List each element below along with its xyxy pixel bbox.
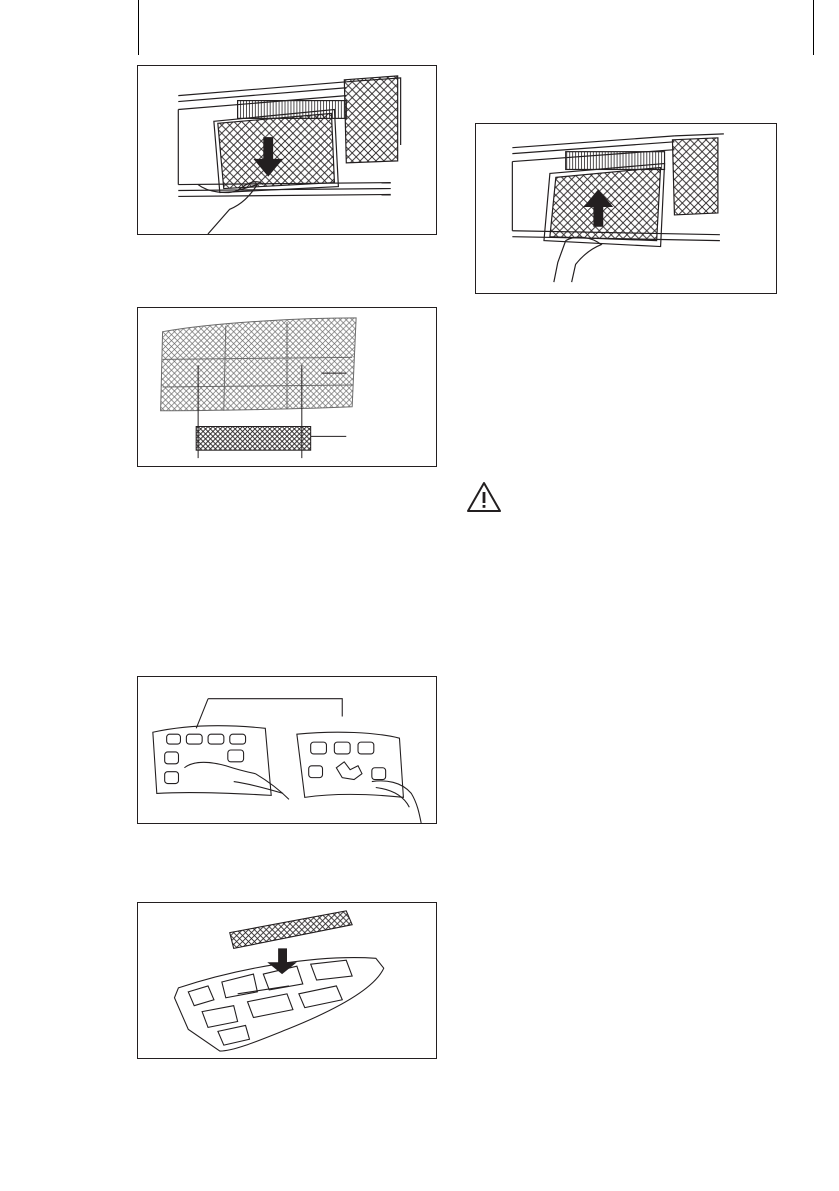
fig-filter-parts: [137, 307, 437, 467]
remove-filter-illustration: [138, 66, 436, 234]
crop-mark-top-right: [813, 0, 814, 55]
clean-filter-illustration: [138, 677, 436, 823]
fig-attach-subfilter: [137, 902, 437, 1059]
crop-mark-top-left: [138, 0, 139, 55]
arrow-down-icon: [267, 948, 297, 974]
attach-subfilter-illustration: [138, 903, 436, 1058]
filter-parts-illustration: [138, 308, 436, 466]
fig-insert-filter: [475, 123, 777, 294]
warning-triangle-icon: [466, 481, 502, 513]
fig-clean-filter: [137, 676, 437, 824]
insert-filter-illustration: [476, 124, 776, 293]
fig-remove-filter: [137, 65, 437, 235]
